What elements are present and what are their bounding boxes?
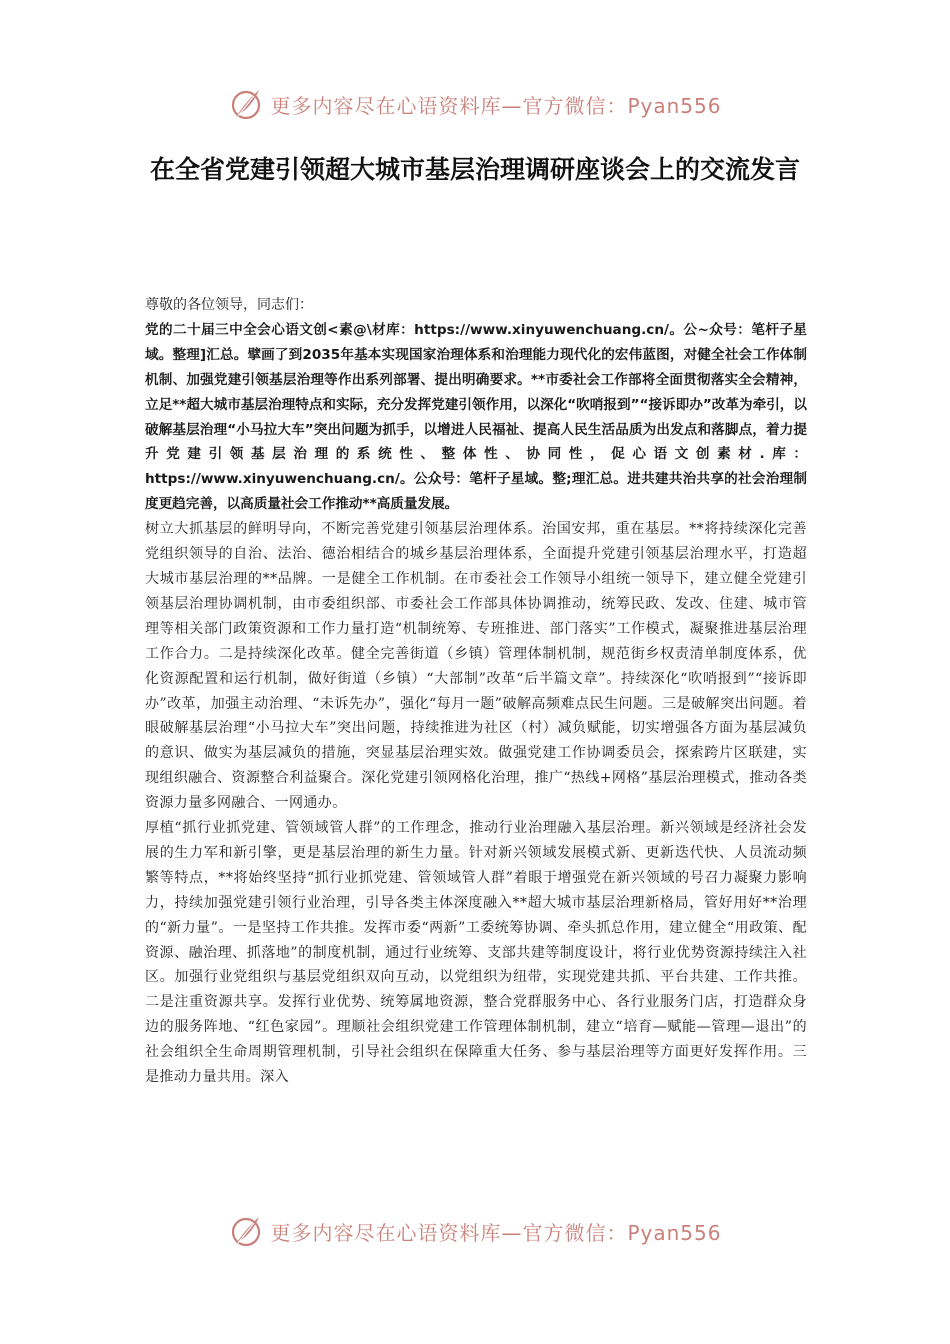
header-watermark-banner (0, 84, 950, 124)
feather-quill-logo-icon (228, 1213, 264, 1249)
paragraph-2: 树立大抓基层的鲜明导向，不断完善党建引领基层治理体系。治国安邦，重在基层。**将持续深化完善党组织领导的自治、法治、德治相结合的城乡基层治理体系，全面提升党建引领基层治理水平，打造超大城市基层治理的**品牌。一是健全工作机制。在市委社会工作领导小组统一领导下，建立健全党建引领基层治理协调机制，由市委组织部、市委社会工作部具体协调推动，统筹民政、发改、住建、城市管理等相关部门政策资源和工作力量打造“机制统筹、专班推进、部门落实”工作模式，凝聚推进基层治理工作合力。二是持续深化改革。健全完善街道（乡镇）管理体制机制，规范街乡权责清单制度体系，优化资源配置和运行机制，做好街道（乡镇）“大部制”改革“后半篇文章”。持续深化“吹哨报到”“接诉即办”改革，加强主动治理、“未诉先办”，强化“每月一题”破解高频难点民生问题。三是破解突出问题。着眼破解基层治理“小马拉大车”突出问题，持续推进为社区（村）减负赋能，切实增强各方面为基层减负的意识、做实为基层减负的措施，突显基层治理实效。做强党建工作协调委员会，探索跨片区联建，实现组织融合、资源整合利益聚合。深化党建引领网格化治理，推广“热线+网格”基层治理模式，推动各类资源力量多网融合、一网通办。 (145, 521, 807, 812)
watermark-text: 更多内容尽在心语资料库—官方微信：Pyan556 (270, 93, 722, 118)
document-body (145, 293, 807, 1090)
paragraph-3: 厚植“抓行业抓党建、管领域管人群”的工作理念，推动行业治理融入基层治理。新兴领域是经济社会发展的生力军和新引擎，更是基层治理的新生力量。针对新兴领域发展模式新、更新迭代快、人员流动频繁等特点，**将始终坚持“抓行业抓党建、管领域管人群”着眼于增强党在新兴领域的号召力凝聚力影响力，持续加强党建引领行业治理，引导各类主体深度融入**超大城市基层治理新格局，管好用好**治理的“新力量”。一是坚持工作共推。发挥市委“两新”工委统筹协调、牵头抓总作用，建立健全“用政策、配资源、融治理、抓落地”的制度机制，通过行业统筹、支部共建等制度设计，将行业优势资源持续注入社区。加强行业党组织与基层党组织双向互动，以党组织为纽带，实现党建共抓、平台共建、工作共推。二是注重资源共享。发挥行业优势、统筹属地资源，整合党群服务中心、各行业服务门店，打造群众身边的服务阵地、“红色家园”。理顺社会组织党建工作管理体制机制，建立“培育—赋能—管理—退出”的社会组织全生命周期管理机制，引导社会组织在保障重大任务、参与基层治理等方面更好发挥作用。三是推动力量共用。深入 (145, 820, 807, 1086)
salutation: 尊敬的各位领导，同志们： (145, 297, 313, 313)
paragraph-1: 党的二十届三中全会心语文创<素@\材库：https://www.xinyuwenchuang.cn/。公~众号：笔杆子星域。整理]汇总。擘画了到2035年基本实现国家治理体系和治理能力现代化的宏伟蓝图，对健全社会工作体制机制、加强党建引领基层治理等作出系列部署、提出明确要求。**市委社会工作部将全面贯彻落实全会精神，立足**超大城市基层治理特点和实际，充分发挥党建引领作用，以深化“吹哨报到”“接诉即办”改革为牵引，以破解基层治理“小马拉大车”突出问题为抓手，以增进人民福祉、提高人民生活品质为出发点和落脚点，着力提升党建引领基层治理的系统性、整体性、协同性，促心语文创素材.库：https://www.xinyuwenchuang.cn/。公众号：笔杆子星域。整;理汇总。进共建共治共享的社会治理制度更趋完善，以高质量社会工作推动**高质量发展。 (145, 321, 807, 513)
watermark-text: 更多内容尽在心语资料库—官方微信：Pyan556 (270, 1220, 722, 1245)
feather-quill-logo-icon (228, 86, 264, 122)
document-title: 在全省党建引领超大城市基层治理调研座谈会上的交流发言 (149, 155, 800, 184)
footer-watermark-banner (0, 1211, 950, 1251)
